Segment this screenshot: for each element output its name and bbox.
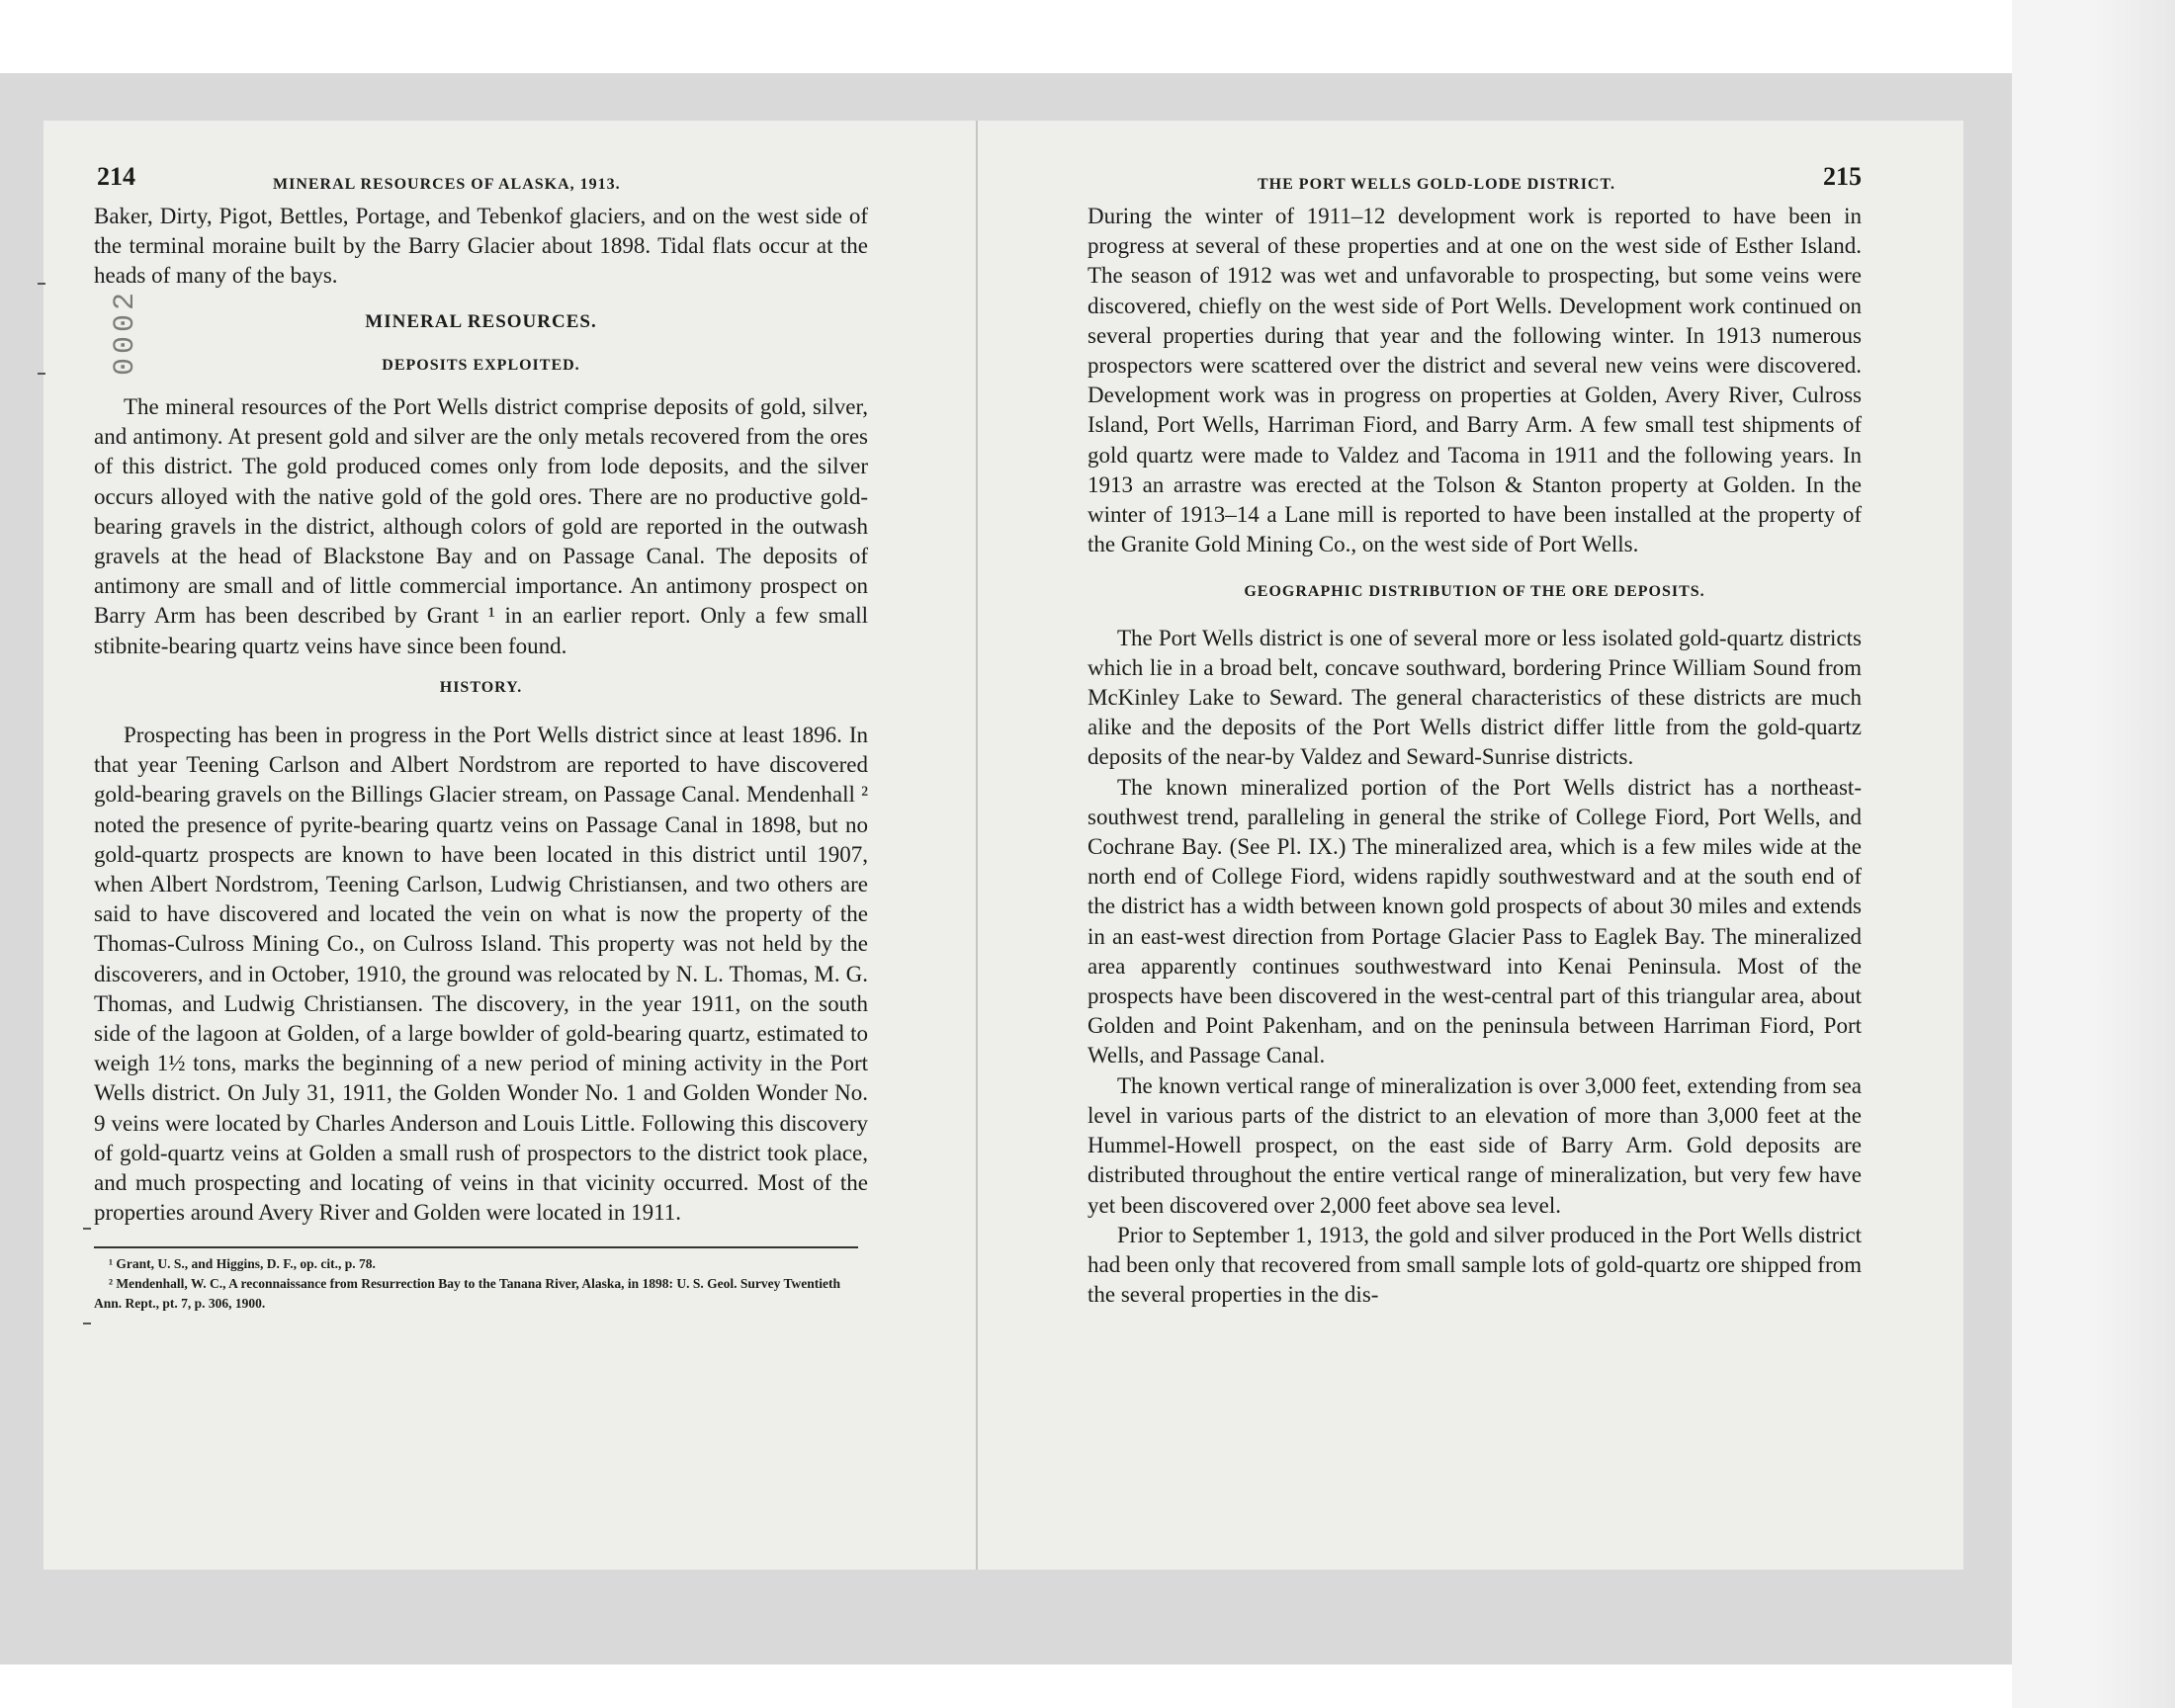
page-number: 215 bbox=[1823, 162, 1862, 191]
body-paragraph: The known mineralized portion of the Port Wells district has a northeast-southwest trend, paralleling in general the strike of College Fiord, Port Wells, and Cochrane Bay. (See Pl. IX.) The mineralized area, which is a few miles wide at the north end of College Fiord, widens rapidly southwestward and at the south end of the district has a width between known gold prospects of about 30 miles and extends in an east-west direction from Portage Glacier Pass to Eaglek Bay. The mineralized area apparently continues southwestward into Kenai Peninsula. Most of the prospects have been discovered in the west-central part of this triangular area, about Golden and Point Pakenham, and on the peninsula between Harriman Fiord, Port Wells, and Passage Canal. bbox=[1088, 774, 1862, 1068]
footnote-rule bbox=[94, 1246, 858, 1248]
scanner-edge-strip bbox=[2012, 0, 2175, 1708]
page-gutter bbox=[976, 121, 978, 1570]
footnote: ¹ Grant, U. S., and Higgins, D. F., op. cit., p. 78. bbox=[109, 1255, 376, 1271]
margin-mark bbox=[83, 1228, 91, 1230]
footnotes bbox=[94, 1254, 868, 1314]
running-title: THE PORT WELLS GOLD-LODE DISTRICT. bbox=[1258, 176, 1615, 193]
subheading-history: HISTORY. bbox=[439, 678, 523, 696]
left-page bbox=[94, 148, 868, 1314]
subheading-deposits-exploited: DEPOSITS EXPLOITED. bbox=[382, 356, 580, 374]
opening-paragraph: Baker, Dirty, Pigot, Bettles, Portage, and Tebenkof glaciers, and on the west side of the terminal moraine built by the Barry Glacier about 1898. Tidal flats occur at the heads of many of the bays. bbox=[94, 204, 868, 289]
subheading-geographic-distribution: GEOGRAPHIC DISTRIBUTION OF THE ORE DEPOSITS. bbox=[1244, 583, 1705, 601]
history-paragraph: Prospecting has been in progress in the Port Wells district since at least 1896. In that year Teening Carlson and Albert Nordstrom are reported to have discovered gold-bearing gravels on the Billings Glacier stream, on Passage Canal. Mendenhall ² noted the presence of pyrite-bearing quartz veins on Passage Canal in 1898, but no gold-quartz prospects are known to have been located in this district until 1907, when Albert Nordstrom, Teening Carlson, Ludwig Christiansen, and two others are said to have discovered and located the vein on what is now the property of the Thomas-Culross Mining Co., on Culross Island. This property was not held by the discoverers, and in October, 1910, the ground was relocated by N. L. Thomas, M. G. Thomas, and Ludwig Christiansen. The discovery, in the year 1911, on the south side of the lagoon at Golden, of a large bowlder of gold-bearing quartz, estimated to weigh 1½ tons, marks the beginning of a new period of mining activity in the Port Wells district. On July 31, 1911, the Golden Wonder No. 1 and Golden Wonder No. 9 veins were located by Charles Anderson and Louis Little. Following this discovery of gold-quartz veins at Golden a small rush of prospectors to the district took place, and much prospecting and locating of veins in that vicinity occurred. Most of the properties around Avery River and Golden were located in 1911. bbox=[94, 723, 868, 1226]
page-number: 214 bbox=[97, 162, 135, 191]
margin-stamp: 0002 bbox=[109, 289, 142, 377]
footnote: ² Mendenhall, W. C., A reconnaissance from Resurrection Bay to the Tanana River, Alaska, in 1898: U. S. Geol. Survey Twentieth Ann. Rept., pt. 7, p. 306, 1900. bbox=[94, 1275, 840, 1311]
right-running-head bbox=[1088, 148, 1862, 202]
body-paragraph: The known vertical range of mineralization is over 3,000 feet, extending from sea level in various parts of the district to an elevation of more than 3,000 feet at the Hummel-Howell prospect, on the east side of Barry Arm. Gold deposits are distributed throughout the entire vertical range of mineralization, but very few have yet been discovered over 2,000 feet above sea level. bbox=[1088, 1072, 1862, 1218]
right-page bbox=[1088, 148, 1862, 1310]
body-paragraph: Prior to September 1, 1913, the gold and silver produced in the Port Wells district had been only that recovered from small sample lots of gold-quartz ore shipped from the several properties in the dis- bbox=[1088, 1222, 1862, 1308]
deposits-paragraph: The mineral resources of the Port Wells district comprise deposits of gold, silver, and antimony. At present gold and silver are the only metals recovered from the ores of this district. The gold produced comes only from lode deposits, and the silver occurs alloyed with the native gold of the gold ores. There are no productive gold-bearing gravels in the district, although colors of gold are reported in the outwash gravels at the head of Blackstone Bay and on Passage Canal. The deposits of antimony are small and of little commercial importance. An antimony prospect on Barry Arm has been described by Grant ¹ in an earlier report. Only a few small stibnite-bearing quartz veins have since been found. bbox=[94, 394, 868, 658]
margin-mark bbox=[38, 373, 45, 375]
section-heading-mineral-resources: MINERAL RESOURCES. bbox=[365, 310, 597, 332]
running-title: MINERAL RESOURCES OF ALASKA, 1913. bbox=[273, 176, 621, 193]
history-continued-paragraph: During the winter of 1911–12 development work is reported to have been in progress at several of these properties and at one on the west side of Esther Island. The season of 1912 was wet and unfavorable to prospecting, but some veins were discovered, chiefly on the west side of Port Wells. Development work continued on several properties during that year and the following winter. In 1913 numerous prospectors were scattered over the district and several new veins were discovered. Development work was in progress on properties at Golden, Avery River, Culross Island, Port Wells, Harriman Fiord, and Barry Arm. A few small test shipments of gold quartz were made to Valdez and Tacoma in 1911 and the following years. In 1913 an arrastre was erected at the Tolson & Stanton property at Golden. In the winter of 1913–14 a Lane mill is reported to have been installed at the property of the Granite Gold Mining Co., on the west side of Port Wells. bbox=[1088, 204, 1862, 557]
margin-mark bbox=[83, 1323, 91, 1324]
left-running-head bbox=[94, 148, 868, 202]
margin-mark bbox=[38, 283, 45, 285]
body-paragraph: The Port Wells district is one of several more or less isolated gold-quartz districts which lie in a broad belt, concave southward, bordering Prince William Sound from McKinley Lake to Seward. The general characteristics of these districts are much alike and the deposits of the Port Wells district differ little from the gold-quartz deposits of the near-by Valdez and Seward-Sunrise districts. bbox=[1088, 625, 1862, 770]
